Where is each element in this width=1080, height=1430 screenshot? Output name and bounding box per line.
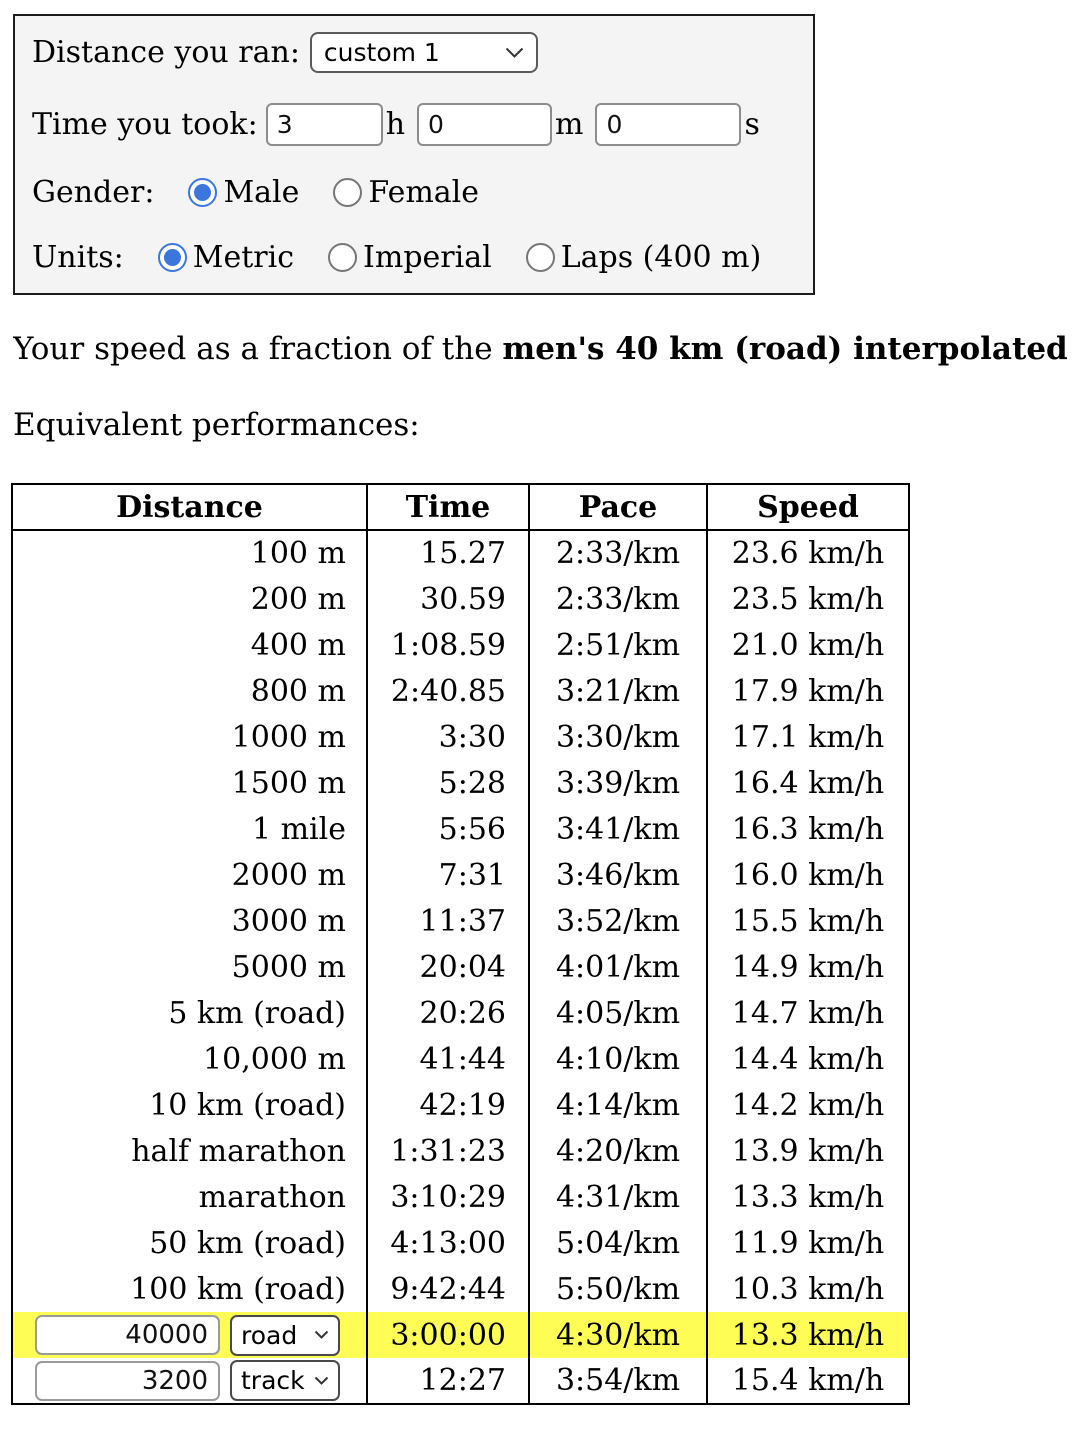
table-row-custom-1 [12,1312,909,1358]
speed-cell: 13.3 km/h [707,1174,909,1220]
chevron-down-icon [505,47,524,59]
laps-radio-label: Laps (400 m) [560,239,762,275]
speed-cell: 14.9 km/h [707,944,909,990]
equivalent-performances-heading: Equivalent performances: [13,407,420,443]
speed-cell: 17.1 km/h [707,714,909,760]
custom-surface-value: road [241,1320,298,1350]
pace-cell: 3:39/km [529,760,707,806]
speed-cell: 23.6 km/h [707,530,909,576]
custom-surface-select[interactable] [230,1315,340,1356]
distance-label: Distance you ran: [32,35,300,70]
speed-cell: 14.4 km/h [707,1036,909,1082]
time-cell: 12:27 [367,1358,529,1404]
distance-cell: 100 km (road) [130,1271,346,1307]
table-row [12,1036,909,1082]
custom-distance-cell [12,1358,367,1404]
female-radio-icon[interactable] [333,178,362,207]
pace-cell: 2:33/km [529,530,707,576]
distance-cell: 800 m [250,673,346,709]
time-cell: 15.27 [367,530,529,576]
metric-radio-icon[interactable] [158,243,187,272]
time-cell: 5:56 [367,806,529,852]
summary-record-reference: men's 40 km (road) interpolated [502,331,1068,367]
custom-rows-body [12,1312,909,1404]
distance-cell: 1000 m [231,719,346,755]
imperial-radio-icon[interactable] [328,243,357,272]
custom-distance-input[interactable] [35,1315,220,1355]
units-label: Units: [32,239,124,275]
table-header [12,484,909,530]
pace-cell: 4:10/km [529,1036,707,1082]
time-cell: 30.59 [367,576,529,622]
imperial-radio-label: Imperial [363,239,492,275]
distance-cell: 400 m [250,627,346,663]
custom-surface-value: track [241,1366,305,1395]
seconds-unit-label: s [744,106,760,142]
pace-cell: 3:41/km [529,806,707,852]
distance-cell: 1 mile [251,811,346,847]
time-cell: 7:31 [367,852,529,898]
time-cell: 9:42:44 [367,1266,529,1312]
time-cell: 4:13:00 [367,1220,529,1266]
female-radio-label: Female [368,175,480,211]
distance-cell: 10 km (road) [149,1087,346,1123]
table-row [12,806,909,852]
time-cell: 11:37 [367,898,529,944]
time-column-header: Time [367,484,529,530]
pace-cell: 3:30/km [529,714,707,760]
custom-distance-cell [12,1312,367,1358]
table-row [12,944,909,990]
speed-cell: 13.3 km/h [707,1312,909,1358]
table-row [12,1128,909,1174]
units-option-laps[interactable] [526,240,762,275]
gender-label: Gender: [32,175,155,211]
time-cell: 3:00:00 [367,1312,529,1358]
chevron-down-icon [314,1376,329,1386]
distance-cell: 2000 m [231,857,346,893]
time-cell: 20:26 [367,990,529,1036]
table-row [12,622,909,668]
distance-column-header: Distance [12,484,367,530]
standard-rows-body [12,530,909,1312]
distance-cell: 5 km (road) [168,995,346,1031]
table-row [12,1220,909,1266]
speed-cell: 15.4 km/h [707,1358,909,1404]
pace-cell: 3:21/km [529,668,707,714]
time-cell: 20:04 [367,944,529,990]
distance-row [32,32,797,73]
time-row [32,103,797,146]
speed-cell: 14.2 km/h [707,1082,909,1128]
hours-input[interactable] [266,103,383,146]
hours-unit-label: h [385,106,406,142]
table-row [12,760,909,806]
pace-cell: 3:52/km [529,898,707,944]
minutes-input[interactable] [417,103,552,146]
speed-cell: 11.9 km/h [707,1220,909,1266]
speed-cell: 23.5 km/h [707,576,909,622]
metric-radio-label: Metric [192,239,295,275]
distance-cell: half marathon [131,1133,346,1169]
table-row [12,1174,909,1220]
table-row [12,530,909,576]
time-cell: 5:28 [367,760,529,806]
table-row [12,990,909,1036]
distance-cell: marathon [198,1179,346,1215]
pace-cell: 4:20/km [529,1128,707,1174]
distance-cell: 10,000 m [203,1041,346,1077]
table-row [12,668,909,714]
seconds-input[interactable] [595,103,741,146]
pace-cell: 2:33/km [529,576,707,622]
gender-option-female[interactable] [333,175,479,210]
pace-cell: 3:46/km [529,852,707,898]
time-cell: 1:08.59 [367,622,529,668]
units-option-imperial[interactable] [328,240,492,275]
custom-surface-select[interactable] [230,1360,340,1401]
chevron-down-icon [314,1330,329,1340]
pace-cell: 5:50/km [529,1266,707,1312]
distance-cell: 1500 m [231,765,346,801]
speed-cell: 10.3 km/h [707,1266,909,1312]
table-row [12,576,909,622]
table-row [12,714,909,760]
laps-radio-icon[interactable] [526,243,555,272]
distance-cell: 5000 m [231,949,346,985]
time-cell: 3:30 [367,714,529,760]
time-cell: 3:10:29 [367,1174,529,1220]
speed-cell: 13.9 km/h [707,1128,909,1174]
distance-cell: 100 m [250,536,346,571]
pace-cell: 4:30/km [529,1312,707,1358]
pace-cell: 4:14/km [529,1082,707,1128]
male-radio-label: Male [223,175,300,211]
table-row [12,898,909,944]
speed-cell: 16.4 km/h [707,760,909,806]
pace-cell: 4:31/km [529,1174,707,1220]
speed-cell: 21.0 km/h [707,622,909,668]
distance-select-value: custom 1 [323,38,440,67]
distance-cell: 3000 m [231,903,346,939]
time-cell: 41:44 [367,1036,529,1082]
speed-cell: 14.7 km/h [707,990,909,1036]
summary-prefix: Your speed as a fraction of the [13,331,503,367]
run-input-form [13,14,815,295]
pace-cell: 4:05/km [529,990,707,1036]
male-radio-icon[interactable] [188,178,217,207]
time-cell: 42:19 [367,1082,529,1128]
table-row [12,852,909,898]
units-row [32,240,797,275]
distance-cell: 50 km (road) [149,1225,346,1261]
table-row [12,1266,909,1312]
time-cell: 2:40.85 [367,668,529,714]
pace-column-header: Pace [529,484,707,530]
speed-cell: 15.5 km/h [707,898,909,944]
pace-cell: 5:04/km [529,1220,707,1266]
time-cell: 1:31:23 [367,1128,529,1174]
pace-cell: 3:54/km [529,1358,707,1404]
table-row [12,1082,909,1128]
gender-row [32,175,797,210]
speed-cell: 16.3 km/h [707,806,909,852]
distance-cell: 200 m [250,581,346,617]
table-row-custom-2 [12,1358,909,1404]
speed-cell: 17.9 km/h [707,668,909,714]
custom-distance-input[interactable] [35,1361,220,1401]
units-option-metric[interactable] [158,240,294,275]
pace-cell: 2:51/km [529,622,707,668]
speed-fraction-summary [13,331,1080,367]
pace-cell: 4:01/km [529,944,707,990]
equivalent-performances-table [11,483,910,1405]
time-label: Time you took: [32,106,258,142]
distance-select[interactable] [310,32,538,73]
speed-cell: 16.0 km/h [707,852,909,898]
speed-column-header: Speed [707,484,909,530]
minutes-unit-label: m [555,106,584,142]
gender-option-male[interactable] [188,175,299,210]
